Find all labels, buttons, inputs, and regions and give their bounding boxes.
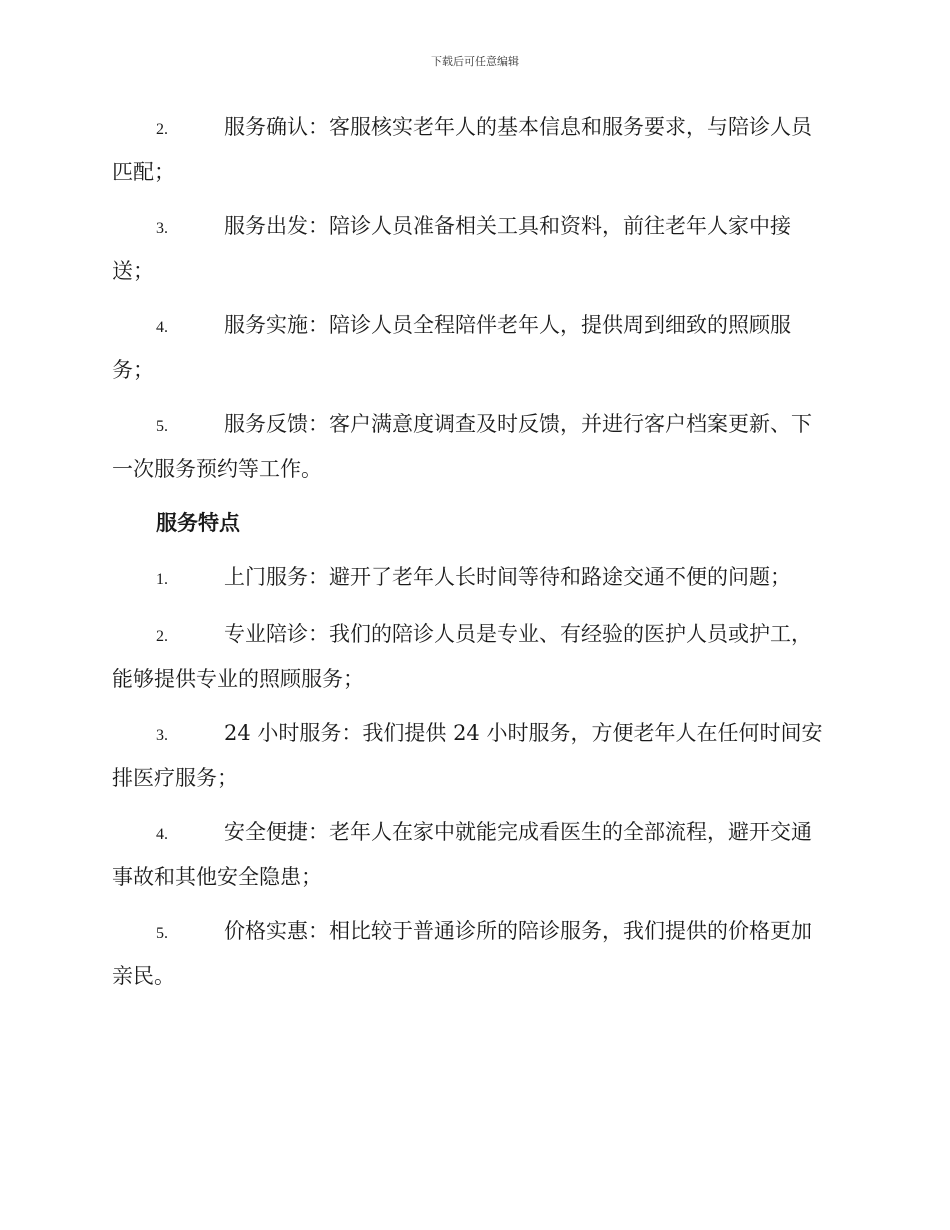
- list-text: 24 小时服务：我们提供 24 小时服务，方便老年人在任何时间安: [224, 721, 823, 745]
- feature-item: [112, 613, 834, 700]
- list-text: 上门服务：避开了老年人长时间等待和路途交通不便的问题；: [224, 565, 791, 589]
- list-number: 2.: [156, 628, 168, 645]
- list-number: 3.: [156, 220, 168, 237]
- list-text-continued: 匹配；: [112, 160, 175, 184]
- feature-item: [112, 811, 834, 898]
- list-text-continued: 能够提供专业的照顾服务；: [112, 667, 364, 691]
- list-text-continued: 一次服务预约等工作。: [112, 457, 322, 481]
- page-header: 下载后可任意编辑: [431, 55, 519, 68]
- process-step: [112, 304, 834, 391]
- list-text: 安全便捷：老年人在家中就能完成看医生的全部流程，避开交通: [224, 820, 812, 844]
- list-text-continued: 务；: [112, 358, 154, 382]
- list-number: 2.: [156, 121, 168, 138]
- list-number: 5.: [156, 418, 168, 435]
- list-text-continued: 排医疗服务；: [112, 766, 238, 790]
- list-number: 5.: [156, 925, 168, 942]
- feature-item: [112, 556, 834, 601]
- list-text: 服务确认：客服核实老年人的基本信息和服务要求，与陪诊人员: [224, 115, 812, 139]
- list-number: 3.: [156, 727, 168, 744]
- list-text-continued: 事故和其他安全隐患；: [112, 865, 322, 889]
- list-text: 服务反馈：客户满意度调查及时反馈，并进行客户档案更新、下: [224, 412, 812, 436]
- feature-item: [112, 910, 834, 997]
- list-number: 4.: [156, 319, 168, 336]
- list-text: 专业陪诊：我们的陪诊人员是专业、有经验的医护人员或护工，: [224, 622, 812, 646]
- list-text: 服务出发：陪诊人员准备相关工具和资料，前往老年人家中接: [224, 214, 791, 238]
- process-step: [112, 403, 834, 490]
- list-text-continued: 亲民。: [112, 964, 175, 988]
- list-text-continued: 送；: [112, 259, 154, 283]
- feature-item: [112, 712, 834, 799]
- section-heading: 服务特点: [156, 510, 240, 535]
- list-number: 4.: [156, 826, 168, 843]
- list-text: 价格实惠：相比较于普通诊所的陪诊服务，我们提供的价格更加: [224, 919, 812, 943]
- document-body: [112, 106, 834, 1009]
- process-step: [112, 106, 834, 193]
- process-step: [112, 205, 834, 292]
- list-number: 1.: [156, 571, 168, 588]
- list-text: 服务实施：陪诊人员全程陪伴老年人，提供周到细致的照顾服: [224, 313, 791, 337]
